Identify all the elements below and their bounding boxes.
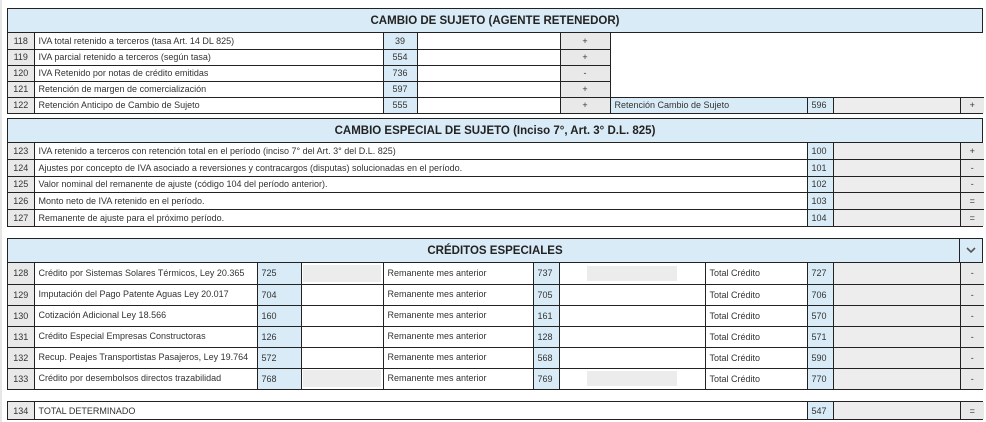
line-number: 120 xyxy=(8,65,34,81)
remanente-input[interactable] xyxy=(559,347,705,368)
remanente-label: Remanente mes anterior xyxy=(383,263,533,284)
line-label: Monto neto de IVA retenido en el período. xyxy=(34,193,807,210)
line-code: 104 xyxy=(807,209,833,226)
remanente-code: 568 xyxy=(533,347,559,368)
table-row xyxy=(8,209,984,226)
retencion-cambio-input[interactable] xyxy=(833,97,960,113)
line-code: 102 xyxy=(807,176,833,193)
line-code: 596 xyxy=(807,97,833,113)
empty-area xyxy=(610,33,984,97)
table-row xyxy=(8,193,984,210)
total-credito-label: Total Crédito xyxy=(705,326,807,347)
total-input[interactable] xyxy=(833,284,960,305)
line-number: 134 xyxy=(8,402,34,419)
remanente-input[interactable] xyxy=(559,326,705,347)
total-input[interactable] xyxy=(833,368,960,389)
line-label: Cotización Adicional Ley 18.566 xyxy=(34,305,257,326)
table-row xyxy=(8,263,984,284)
amount-input[interactable] xyxy=(833,176,960,193)
remanente-label: Remanente mes anterior xyxy=(383,284,533,305)
amount-input[interactable] xyxy=(417,49,560,65)
operator-sign: + xyxy=(560,81,610,97)
total-input[interactable] xyxy=(833,263,960,284)
total-credito-label: Total Crédito xyxy=(705,368,807,389)
remanente-code: 769 xyxy=(533,368,559,389)
line-label: TOTAL DETERMINADO xyxy=(34,402,807,419)
amount-input[interactable] xyxy=(301,263,383,284)
operator-sign: + xyxy=(960,143,984,160)
line-label: Crédito por desembolsos directos trazabilidad xyxy=(34,368,257,389)
table-row xyxy=(8,326,984,347)
remanente-code: 737 xyxy=(533,263,559,284)
line-code: 572 xyxy=(257,347,301,368)
line-number: 118 xyxy=(8,33,34,49)
table-row xyxy=(8,97,984,113)
operator-sign: = xyxy=(960,209,984,226)
amount-input[interactable] xyxy=(417,33,560,49)
line-code: 101 xyxy=(807,160,833,177)
operator-sign: - xyxy=(960,326,984,347)
amount-input[interactable] xyxy=(301,326,383,347)
line-label: Crédito por Sistemas Solares Térmicos, Ley 20.365 xyxy=(34,263,257,284)
remanente-input[interactable] xyxy=(559,284,705,305)
line-number: 133 xyxy=(8,368,34,389)
line-label: Crédito Especial Empresas Constructoras xyxy=(34,326,257,347)
section-title: CAMBIO DE SUJETO (AGENTE RETENEDOR) xyxy=(8,9,982,33)
left-edge xyxy=(0,0,2,422)
table-row xyxy=(8,143,984,160)
line-number: 124 xyxy=(8,160,34,177)
line-number: 125 xyxy=(8,176,34,193)
line-label: Imputación del Pago Patente Aguas Ley 20.017 xyxy=(34,284,257,305)
line-code: 100 xyxy=(807,143,833,160)
section-cambio-especial xyxy=(7,118,983,227)
line-label: IVA retenido a terceros con retención total en el período (inciso 7° del Art. 3° del D.L. 825) xyxy=(34,143,807,160)
amount-input[interactable] xyxy=(833,209,960,226)
amount-input[interactable] xyxy=(301,284,383,305)
amount-input[interactable] xyxy=(833,193,960,210)
total-input[interactable] xyxy=(833,347,960,368)
table-row xyxy=(8,347,984,368)
total-code: 590 xyxy=(807,347,833,368)
remanente-code: 705 xyxy=(533,284,559,305)
total-input[interactable] xyxy=(833,305,960,326)
section-title: CRÉDITOS ESPECIALES xyxy=(427,244,563,257)
operator-sign: + xyxy=(560,49,610,65)
table-row xyxy=(8,160,984,177)
operator-sign: + xyxy=(560,97,610,113)
section-title: CAMBIO ESPECIAL DE SUJETO (Inciso 7°, Art. 3° D.L. 825) xyxy=(8,119,982,143)
section-header xyxy=(8,239,982,263)
operator-sign: - xyxy=(960,263,984,284)
line-code: 555 xyxy=(383,97,417,113)
amount-input[interactable] xyxy=(833,160,960,177)
amount-field[interactable] xyxy=(303,370,381,387)
operator-sign: - xyxy=(960,160,984,177)
operator-sign: - xyxy=(960,305,984,326)
operator-sign: - xyxy=(960,347,984,368)
table-row xyxy=(8,305,984,326)
line-code: 736 xyxy=(383,65,417,81)
line-label: IVA total retenido a terceros (tasa Art. 14 DL 825) xyxy=(34,33,383,49)
operator-sign: - xyxy=(560,65,610,81)
line-code: 547 xyxy=(807,402,833,419)
total-credito-label: Total Crédito xyxy=(705,284,807,305)
line-code: 768 xyxy=(257,368,301,389)
remanente-field[interactable] xyxy=(587,266,677,281)
operator-sign: + xyxy=(960,97,984,113)
line-code: 126 xyxy=(257,326,301,347)
line-label: Ajustes por concepto de IVA asociado a reversiones y contracargos (disputas) solucionadas en el período. xyxy=(34,160,807,177)
line-number: 126 xyxy=(8,193,34,210)
table-row xyxy=(8,176,984,193)
operator-sign: - xyxy=(960,284,984,305)
line-label: Remanente de ajuste para el próximo período. xyxy=(34,209,807,226)
total-code: 571 xyxy=(807,326,833,347)
table-row xyxy=(8,402,984,419)
total-credito-label: Total Crédito xyxy=(705,305,807,326)
section-total-determinado xyxy=(7,401,983,420)
amount-input[interactable] xyxy=(417,81,560,97)
line-number: 132 xyxy=(8,347,34,368)
amount-input[interactable] xyxy=(417,65,560,81)
total-credito-label: Total Crédito xyxy=(705,347,807,368)
line-code: 554 xyxy=(383,49,417,65)
line-number: 131 xyxy=(8,326,34,347)
remanente-label: Remanente mes anterior xyxy=(383,347,533,368)
line-number: 129 xyxy=(8,284,34,305)
line-label: Recup. Peajes Transportistas Pasajeros, Ley 19.764 xyxy=(34,347,257,368)
line-code: 103 xyxy=(807,193,833,210)
line-label: IVA Retenido por notas de crédito emitidas xyxy=(34,65,383,81)
remanente-input[interactable] xyxy=(559,263,705,284)
table-row xyxy=(8,33,984,49)
total-credito-label: Total Crédito xyxy=(705,263,807,284)
chevron-down-icon[interactable] xyxy=(959,239,982,262)
section-cambio-sujeto xyxy=(7,8,983,114)
line-number: 121 xyxy=(8,81,34,97)
line-code: 597 xyxy=(383,81,417,97)
operator-sign: = xyxy=(960,402,984,419)
remanente-label: Remanente mes anterior xyxy=(383,305,533,326)
operator-sign: + xyxy=(560,33,610,49)
amount-input[interactable] xyxy=(833,143,960,160)
amount-input[interactable] xyxy=(301,305,383,326)
total-input[interactable] xyxy=(833,326,960,347)
remanente-label: Remanente mes anterior xyxy=(383,326,533,347)
amount-input[interactable] xyxy=(417,97,560,113)
table-row xyxy=(8,368,984,389)
total-code: 727 xyxy=(807,263,833,284)
line-number: 130 xyxy=(8,305,34,326)
total-code: 706 xyxy=(807,284,833,305)
amount-input[interactable] xyxy=(301,368,383,389)
line-label: Retención de margen de comercialización xyxy=(34,81,383,97)
total-code: 570 xyxy=(807,305,833,326)
remanente-input[interactable] xyxy=(559,305,705,326)
line-code: 704 xyxy=(257,284,301,305)
line-label: Retención Anticipo de Cambio de Sujeto xyxy=(34,97,383,113)
operator-sign: = xyxy=(960,193,984,210)
remanente-input[interactable] xyxy=(559,368,705,389)
remanente-label: Remanente mes anterior xyxy=(383,368,533,389)
operator-sign: - xyxy=(960,368,984,389)
line-code: 39 xyxy=(383,33,417,49)
line-code: 160 xyxy=(257,305,301,326)
remanente-field[interactable] xyxy=(587,371,677,386)
retencion-cambio-label: Retención Cambio de Sujeto xyxy=(610,97,807,113)
line-number: 122 xyxy=(8,97,34,113)
line-number: 128 xyxy=(8,263,34,284)
remanente-code: 128 xyxy=(533,326,559,347)
line-number: 123 xyxy=(8,143,34,160)
amount-field[interactable] xyxy=(303,265,381,282)
operator-sign: - xyxy=(960,176,984,193)
amount-input[interactable] xyxy=(301,347,383,368)
total-code: 770 xyxy=(807,368,833,389)
table-row xyxy=(8,284,984,305)
section-creditos-especiales xyxy=(7,238,983,390)
line-code: 725 xyxy=(257,263,301,284)
line-number: 127 xyxy=(8,209,34,226)
line-number: 119 xyxy=(8,49,34,65)
line-label: IVA parcial retenido a terceros (según tasa) xyxy=(34,49,383,65)
line-label: Valor nominal del remanente de ajuste (código 104 del período anterior). xyxy=(34,176,807,193)
remanente-code: 161 xyxy=(533,305,559,326)
total-determinado-input[interactable] xyxy=(833,402,960,419)
